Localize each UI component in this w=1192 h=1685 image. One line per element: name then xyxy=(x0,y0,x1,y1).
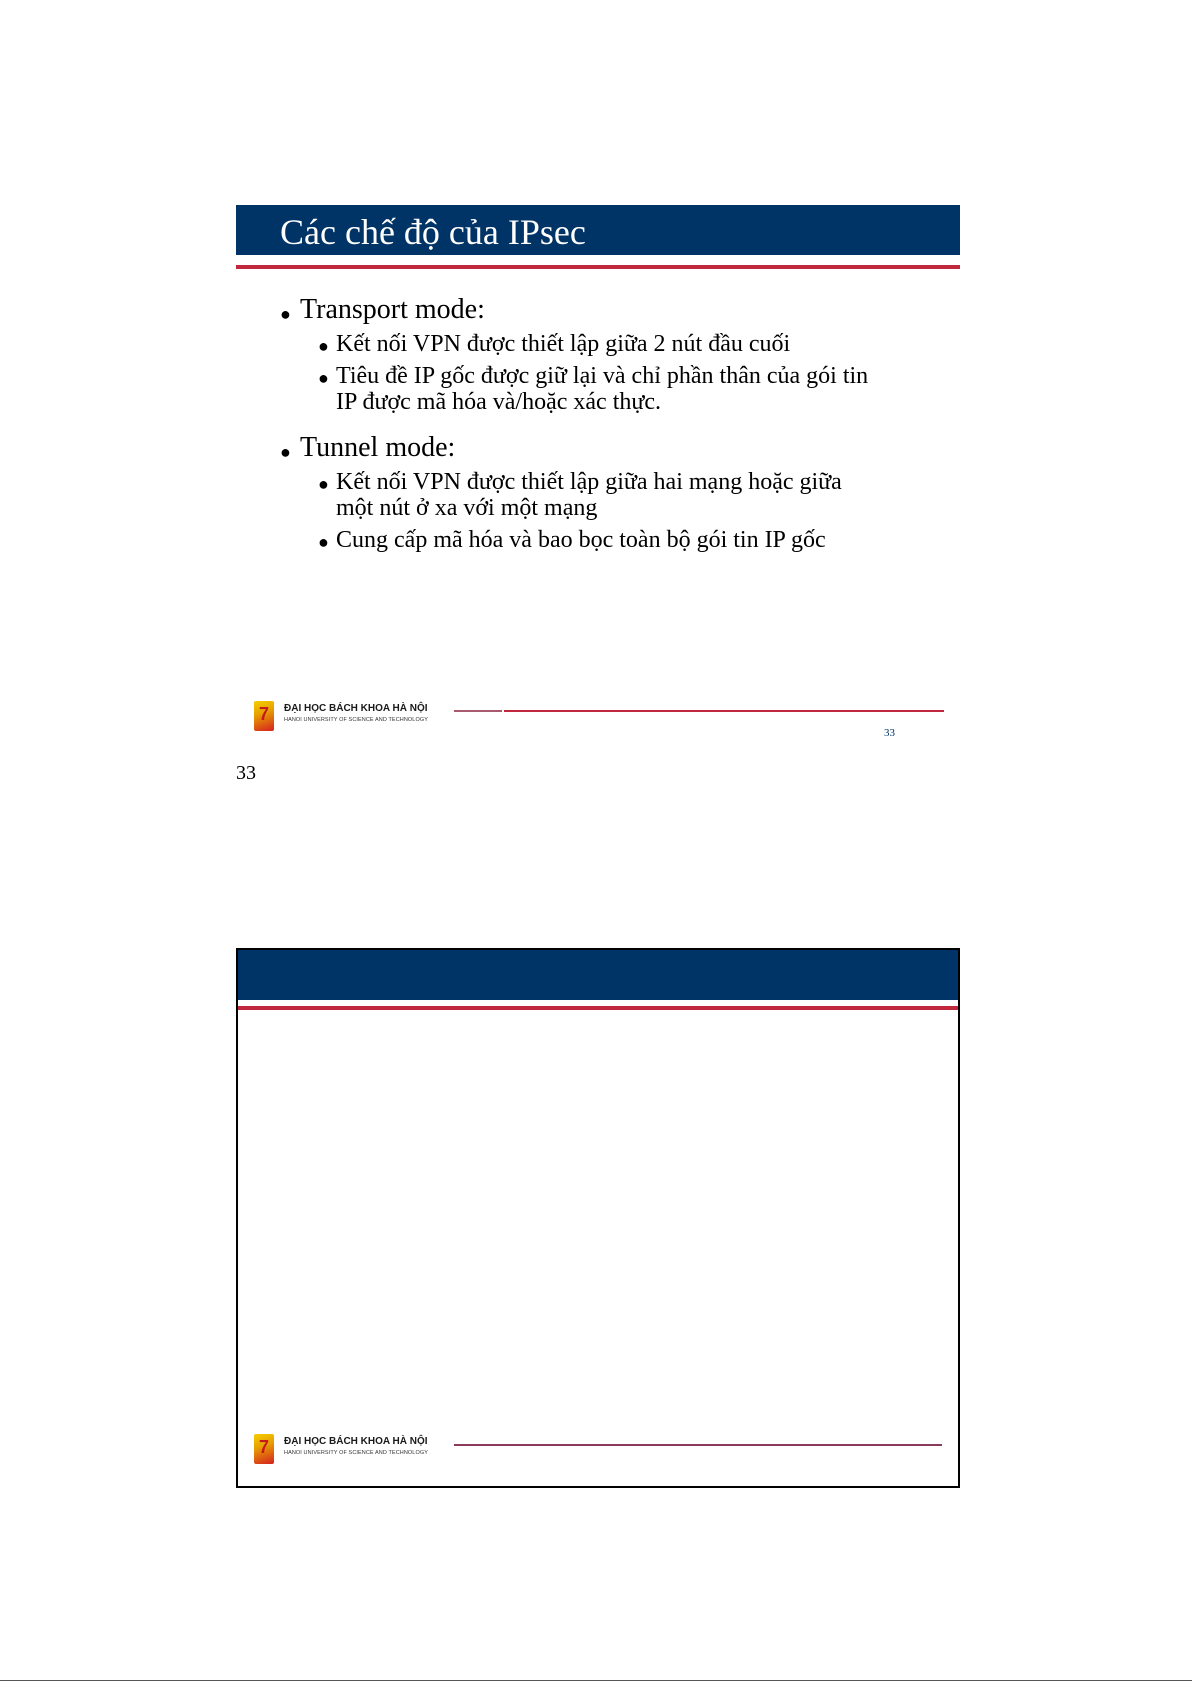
bullet-dot-icon: ● xyxy=(280,304,291,324)
university-name: ĐẠI HỌC BÁCH KHOA HÀ NỘI xyxy=(284,1436,428,1447)
sub-bullet: ● Kết nối VPN được thiết lập giữa 2 nút đầu cuối xyxy=(318,331,791,357)
slide-content xyxy=(280,293,940,559)
slide-footer xyxy=(254,701,944,741)
footer-divider xyxy=(454,1444,942,1446)
footer-divider xyxy=(504,710,944,712)
university-name-en: HANOI UNIVERSITY OF SCIENCE AND TECHNOLOGY xyxy=(284,1450,428,1456)
slide-title: Các chế độ của IPsec xyxy=(280,212,586,252)
title-underline xyxy=(238,1006,958,1010)
page-bottom-border xyxy=(0,1680,1192,1681)
bullet-dot-icon: ● xyxy=(318,474,329,494)
university-logo-icon: 7 xyxy=(254,1434,274,1464)
bullet-tunnel-mode: ● Tunnel mode: xyxy=(280,431,940,465)
university-name-en: HANOI UNIVERSITY OF SCIENCE AND TECHNOLOGY xyxy=(284,717,428,723)
bullet-dot-icon: ● xyxy=(318,336,329,356)
bullet-dot-icon: ● xyxy=(280,442,291,462)
university-logo-icon: 7 xyxy=(254,701,274,731)
sub-bullet: ● Cung cấp mã hóa và bao bọc toàn bộ gói tin IP gốc xyxy=(318,527,826,553)
slide-2 xyxy=(236,948,960,1488)
page-number: 33 xyxy=(236,762,256,784)
university-name: ĐẠI HỌC BÁCH KHOA HÀ NỘI xyxy=(284,703,428,714)
bullet-dot-icon: ● xyxy=(318,532,329,552)
sub-bullet: ● Tiêu đề IP gốc được giữ lại và chỉ phần thân của gói tin IP được mã hóa và/hoặc xác thực. xyxy=(318,363,869,415)
title-bar xyxy=(238,950,958,1000)
bullet-transport-mode: ● Transport mode: xyxy=(280,293,940,327)
title-underline xyxy=(236,265,960,269)
bullet-dot-icon: ● xyxy=(318,368,329,388)
footer-divider xyxy=(454,710,502,712)
slide-number: 33 xyxy=(884,727,895,739)
title-bar xyxy=(236,205,960,255)
slide-1 xyxy=(236,205,960,745)
slide-footer xyxy=(254,1434,944,1474)
sub-bullet: ● Kết nối VPN được thiết lập giữa hai mạng hoặc giữa một nút ở xa với một mạng xyxy=(318,469,842,521)
